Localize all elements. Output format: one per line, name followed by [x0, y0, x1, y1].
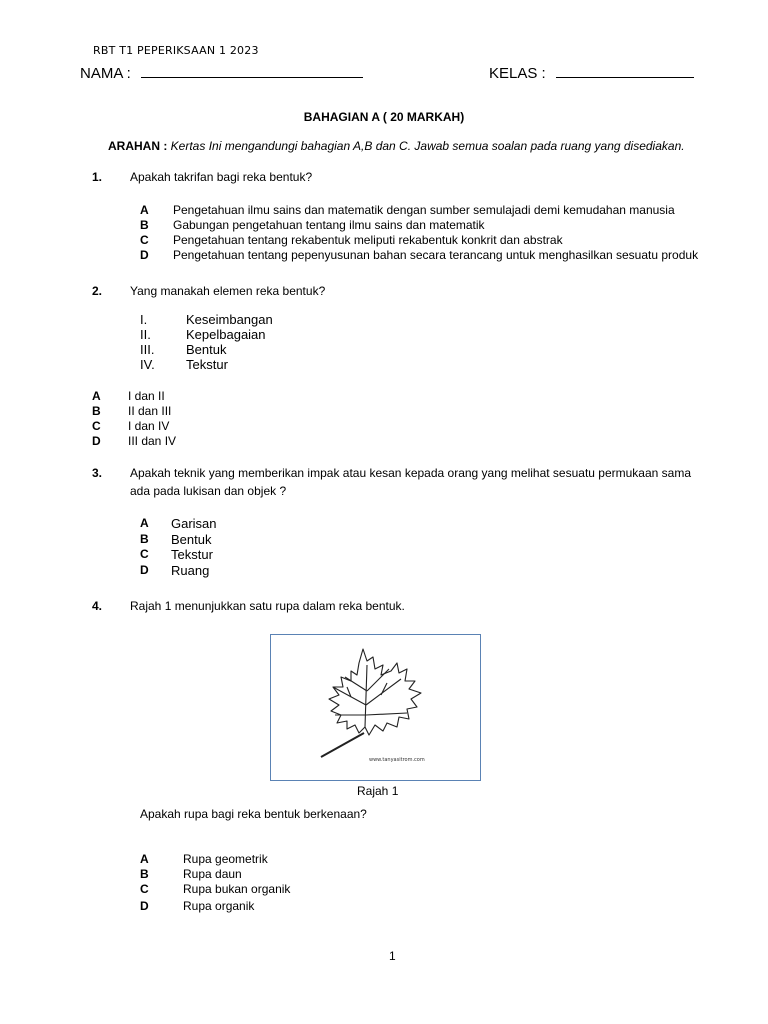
q2-item-text: Tekstur [186, 357, 228, 372]
q1-text: Apakah takrifan bagi reka bentuk? [130, 170, 313, 184]
q2-text: Yang manakah elemen reka bentuk? [130, 284, 326, 298]
q2-option-letter[interactable]: B [92, 404, 101, 418]
q1-option-letter[interactable]: D [140, 248, 149, 262]
kelas-label-text: KELAS : [489, 65, 546, 82]
q4-option-text[interactable]: Rupa geometrik [183, 852, 268, 866]
q2-item-text: Bentuk [186, 342, 227, 357]
q3-option-letter[interactable]: D [140, 563, 149, 577]
q3-number: 3. [92, 466, 103, 480]
q1-option-letter[interactable]: A [140, 203, 149, 217]
figure-caption: Rajah 1 [357, 784, 399, 798]
q4-option-text[interactable]: Rupa bukan organik [183, 882, 291, 896]
q2-option-text[interactable]: I dan IV [128, 419, 170, 433]
q4-number: 4. [92, 599, 103, 613]
q1-option-text[interactable]: Gabungan pengetahuan tentang ilmu sains dan matematik [173, 218, 485, 232]
instructions-label: ARAHAN : [108, 139, 168, 153]
q1-number: 1. [92, 170, 103, 184]
nama-label-text: NAMA : [80, 65, 131, 82]
q2-item-numeral: IV. [140, 357, 155, 372]
exam-header: RBT T1 PEPERIKSAAN 1 2023 [93, 44, 259, 57]
q3-option-text[interactable]: Garisan [171, 516, 217, 531]
q4-option-letter[interactable]: A [140, 852, 149, 866]
figure-watermark: www.tanyasitrom.com [369, 757, 425, 763]
q1-option-text[interactable]: Pengetahuan ilmu sains dan matematik dengan sumber semulajadi demi kemudahan manusia [173, 203, 675, 217]
q4-option-letter[interactable]: B [140, 867, 149, 881]
q4-option-letter[interactable]: D [140, 899, 149, 913]
q1-option-text[interactable]: Pengetahuan tentang rekabentuk meliputi rekabentuk konkrit dan abstrak [173, 233, 563, 247]
q3-text-line2: ada pada lukisan dan objek ? [130, 484, 287, 498]
q1-option-text[interactable]: Pengetahuan tentang pepenyusunan bahan secara terancang untuk menghasilkan sesuatu produk [173, 248, 699, 262]
q2-option-letter[interactable]: A [92, 389, 101, 403]
maple-leaf-icon [271, 635, 480, 780]
nama-blank[interactable] [141, 64, 363, 78]
q2-option-letter[interactable]: C [92, 419, 101, 433]
q4-text: Rajah 1 menunjukkan satu rupa dalam reka bentuk. [130, 599, 405, 613]
q4-sub-question: Apakah rupa bagi reka bentuk berkenaan? [140, 807, 367, 821]
q2-item-text: Kepelbagaian [186, 327, 266, 342]
q3-option-letter[interactable]: C [140, 547, 149, 561]
q3-option-text[interactable]: Ruang [171, 563, 210, 578]
q3-option-letter[interactable]: B [140, 532, 149, 546]
q3-option-text[interactable]: Tekstur [171, 547, 213, 562]
kelas-label [489, 64, 694, 82]
q2-item-numeral: I. [140, 312, 148, 327]
q2-option-text[interactable]: II dan III [128, 404, 172, 418]
kelas-blank[interactable] [556, 64, 694, 78]
section-title: BAHAGIAN A ( 20 MARKAH) [303, 110, 465, 124]
nama-label [80, 64, 363, 82]
q4-option-letter[interactable]: C [140, 882, 149, 896]
q1-option-letter[interactable]: B [140, 218, 149, 232]
q2-option-text[interactable]: III dan IV [128, 434, 177, 448]
page-number: 1 [389, 949, 396, 963]
figure-rajah-1 [270, 634, 481, 781]
q3-text-line1: Apakah teknik yang memberikan impak atau kesan kepada orang yang melihat sesuatu permukaan sama [130, 466, 691, 480]
q4-option-text[interactable]: Rupa organik [183, 899, 255, 913]
q2-option-letter[interactable]: D [92, 434, 101, 448]
q3-option-text[interactable]: Bentuk [171, 532, 212, 547]
instructions-text: Kertas Ini mengandungi bahagian A,B dan C. Jawab semua soalan pada ruang yang disediakan. [170, 139, 685, 153]
instructions [108, 139, 685, 153]
q3-option-letter[interactable]: A [140, 516, 149, 530]
q2-option-text[interactable]: I dan II [128, 389, 165, 403]
q2-item-text: Keseimbangan [186, 312, 273, 327]
q4-option-text[interactable]: Rupa daun [183, 867, 242, 881]
q2-item-numeral: II. [140, 327, 151, 342]
q2-item-numeral: III. [140, 342, 155, 357]
q1-option-letter[interactable]: C [140, 233, 149, 247]
q2-number: 2. [92, 284, 103, 298]
